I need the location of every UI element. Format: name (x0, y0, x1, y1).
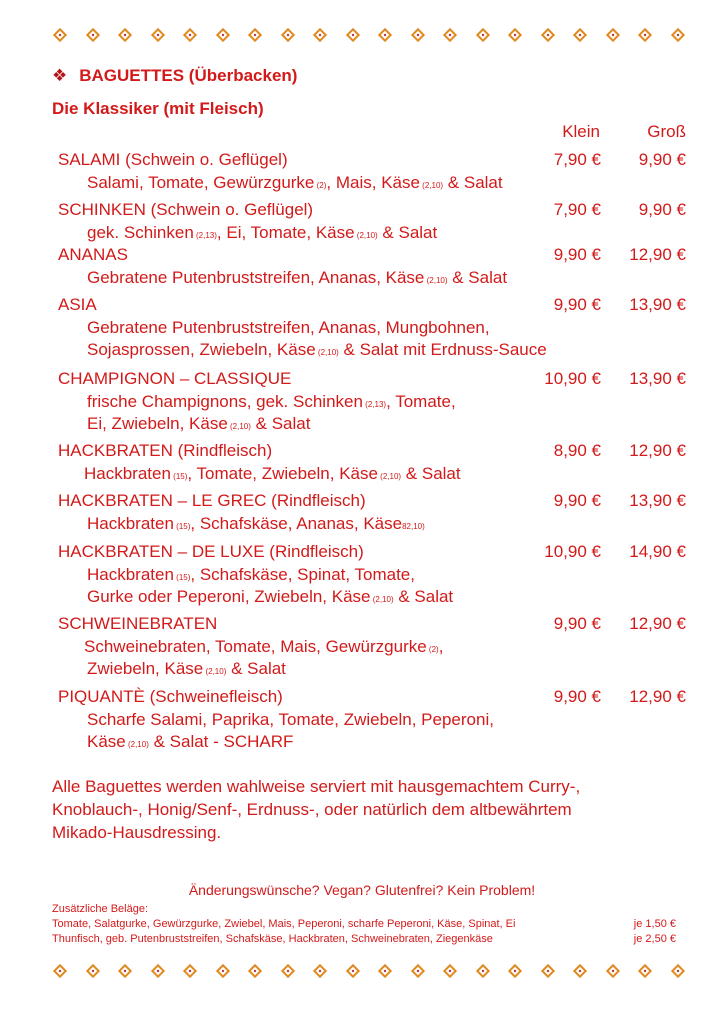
diamond-ornament-icon (443, 964, 457, 978)
column-header-small: Klein (562, 122, 600, 141)
allergen-footnote: (2,10) (227, 422, 251, 431)
diamond-ornament-icon (443, 28, 457, 42)
diamond-ornament-icon (345, 28, 359, 42)
price-large: 14,90 € (629, 542, 686, 561)
allergen-footnote: (2,10) (315, 348, 339, 357)
item-name: SCHWEINEBRATEN (58, 614, 218, 633)
allergen-footnote: (2,13) (362, 399, 387, 409)
price-small: 8,90 € (553, 441, 601, 460)
price-large: 9,90 € (638, 200, 686, 219)
extras-line-1: Tomate, Salatgurke, Gewürzgurke, Zwiebel, Mais, Peperoni, scharfe Peperoni, Käse, Spinat, Ei (52, 918, 516, 930)
price-large: 12,90 € (629, 614, 686, 633)
diamond-ornament-icon (215, 964, 229, 978)
price-small: 9,90 € (553, 491, 601, 510)
diamond-ornament-icon (638, 28, 652, 42)
price-large: 12,90 € (629, 245, 686, 264)
item-name: HACKBRATEN (Rindfleisch) (58, 441, 273, 460)
price-small: 9,90 € (553, 614, 601, 633)
diamond-ornament-icon (313, 28, 327, 42)
allergen-footnote: (15) (173, 572, 191, 582)
diamond-ornament-icon (248, 964, 262, 978)
allergen-footnote: (2,10) (125, 740, 149, 749)
diamond-ornament-icon (508, 28, 522, 42)
dietary-question: Änderungswünsche? Vegan? Glutenfrei? Kein Problem! (188, 882, 536, 898)
item-name: CHAMPIGNON – CLASSIQUE (58, 369, 292, 388)
item-name: PIQUANTÈ (Schweinefleisch) (58, 687, 283, 706)
allergen-footnote: 82,10) (402, 521, 425, 531)
allergen-footnote: (2,10) (377, 471, 402, 481)
diamond-ornament-icon (183, 964, 197, 978)
diamond-ornament-icon (85, 28, 99, 42)
diamond-ornament-icon (605, 28, 619, 42)
item-name: SCHINKEN (Schwein o. Geflügel) (58, 200, 314, 219)
diamond-ornament-icon (540, 964, 554, 978)
allergen-footnote: (2) (426, 644, 439, 654)
diamond-ornament-icon (573, 28, 587, 42)
diamond-ornament-icon (53, 964, 67, 978)
item-description: gek. Schinken (2,13), Ei, Tomate, Käse (2,10) & Salat (87, 222, 438, 242)
item-name: ANANAS (58, 245, 128, 264)
item-description: Gurke oder Peperoni, Zwiebeln, Käse (2,10) & Salat (87, 587, 454, 606)
extras-line-2: Thunfisch, geb. Putenbruststreifen, Schafskäse, Hackbraten, Schweinebraten, Ziegenkäse (52, 933, 493, 945)
diamond-ornament-icon (378, 28, 392, 42)
item-name: HACKBRATEN – LE GREC (Rindfleisch) (58, 491, 366, 510)
diamond-ornament-icon (118, 28, 132, 42)
allergen-footnote: (2,10) (424, 275, 448, 285)
diamond-ornament-icon (573, 964, 587, 978)
section-title-text: BAGUETTES (Überbacken) (79, 66, 298, 85)
price-small: 10,90 € (544, 369, 601, 388)
item-description: Sojasprossen, Zwiebeln, Käse (2,10) & Salat mit Erdnuss-Sauce (87, 340, 547, 359)
bullet-icon: ❖ (52, 66, 68, 85)
price-large: 12,90 € (629, 687, 686, 706)
allergen-footnote: (15) (173, 521, 191, 531)
allergen-footnote: (2,10) (370, 595, 394, 604)
price-small: 10,90 € (544, 542, 601, 561)
price-large: 13,90 € (629, 491, 686, 510)
price-small: 7,90 € (553, 200, 601, 219)
extras-title: Zusätzliche Beläge: (52, 903, 148, 915)
price-small: 9,90 € (553, 295, 601, 314)
diamond-ornament-icon (313, 964, 327, 978)
item-description: Schweinebraten, Tomate, Mais, Gewürzgurke (2), (84, 636, 444, 656)
price-large: 9,90 € (638, 150, 686, 169)
item-name: HACKBRATEN – DE LUXE (Rindfleisch) (58, 542, 364, 561)
item-description: Hackbraten (15), Schafskäse, Ananas, Käse82,10) (87, 513, 425, 533)
diamond-ornament-icon (53, 28, 67, 42)
top-ornament-border (0, 26, 724, 46)
item-name: SALAMI (Schwein o. Geflügel) (58, 150, 288, 169)
extras-price-1: je 1,50 € (633, 918, 676, 930)
price-large: 12,90 € (629, 441, 686, 460)
diamond-ornament-icon (215, 28, 229, 42)
diamond-ornament-icon (410, 964, 424, 978)
diamond-ornament-icon (475, 28, 489, 42)
item-description: Käse (2,10) & Salat - SCHARF (87, 732, 294, 751)
diamond-ornament-icon (638, 964, 652, 978)
diamond-ornament-icon (378, 964, 392, 978)
category-subtitle: Die Klassiker (mit Fleisch) (52, 99, 264, 118)
diamond-ornament-icon (183, 28, 197, 42)
diamond-ornament-icon (670, 28, 684, 42)
allergen-footnote: (2) (314, 180, 327, 190)
diamond-ornament-icon (508, 964, 522, 978)
price-large: 13,90 € (629, 295, 686, 314)
diamond-ornament-icon (85, 964, 99, 978)
item-description: Zwiebeln, Käse (2,10) & Salat (87, 659, 286, 678)
diamond-ornament-icon (475, 964, 489, 978)
diamond-ornament-icon (248, 28, 262, 42)
item-description: frische Champignons, gek. Schinken (2,13), Tomate, (87, 391, 456, 411)
item-description: Gebratene Putenbruststreifen, Ananas, Mungbohnen, (87, 317, 490, 337)
item-description: Gebratene Putenbruststreifen, Ananas, Käse (2,10) & Salat (87, 267, 508, 287)
diamond-ornament-icon (280, 28, 294, 42)
note-line: Alle Baguettes werden wahlweise serviert mit hausgemachtem Curry-, (52, 777, 581, 796)
allergen-footnote: (2,10) (419, 180, 444, 190)
note-line: Knoblauch-, Honig/Senf-, Erdnuss-, oder natürlich dem altbewährtem (52, 800, 572, 819)
price-large: 13,90 € (629, 369, 686, 388)
diamond-ornament-icon (118, 964, 132, 978)
item-name: ASIA (58, 295, 97, 314)
item-description: Ei, Zwiebeln, Käse (2,10) & Salat (87, 414, 311, 433)
diamond-ornament-icon (670, 964, 684, 978)
diamond-ornament-icon (605, 964, 619, 978)
item-description: Salami, Tomate, Gewürzgurke (2), Mais, Käse (2,10) & Salat (87, 172, 503, 192)
allergen-footnote: (2,13) (193, 230, 217, 240)
diamond-ornament-icon (280, 964, 294, 978)
price-small: 9,90 € (553, 687, 601, 706)
allergen-footnote: (2,10) (203, 667, 227, 676)
diamond-ornament-icon (345, 964, 359, 978)
item-description: Hackbraten (15), Tomate, Zwiebeln, Käse (2,10) & Salat (84, 463, 461, 483)
item-description: Scharfe Salami, Paprika, Tomate, Zwiebeln, Peperoni, (87, 709, 494, 729)
diamond-ornament-icon (150, 964, 164, 978)
price-small: 9,90 € (553, 245, 601, 264)
diamond-ornament-icon (410, 28, 424, 42)
section-title (52, 66, 297, 86)
price-small: 7,90 € (553, 150, 601, 169)
column-header-large: Groß (647, 122, 686, 141)
diamond-ornament-icon (540, 28, 554, 42)
extras-price-2: je 2,50 € (633, 933, 676, 945)
allergen-footnote: (2,10) (354, 230, 378, 240)
note-line: Mikado-Hausdressing. (52, 823, 222, 842)
diamond-ornament-icon (150, 28, 164, 42)
item-description: Hackbraten (15), Schafskäse, Spinat, Tomate, (87, 564, 415, 584)
bottom-ornament-border (0, 962, 724, 982)
allergen-footnote: (15) (170, 471, 188, 481)
